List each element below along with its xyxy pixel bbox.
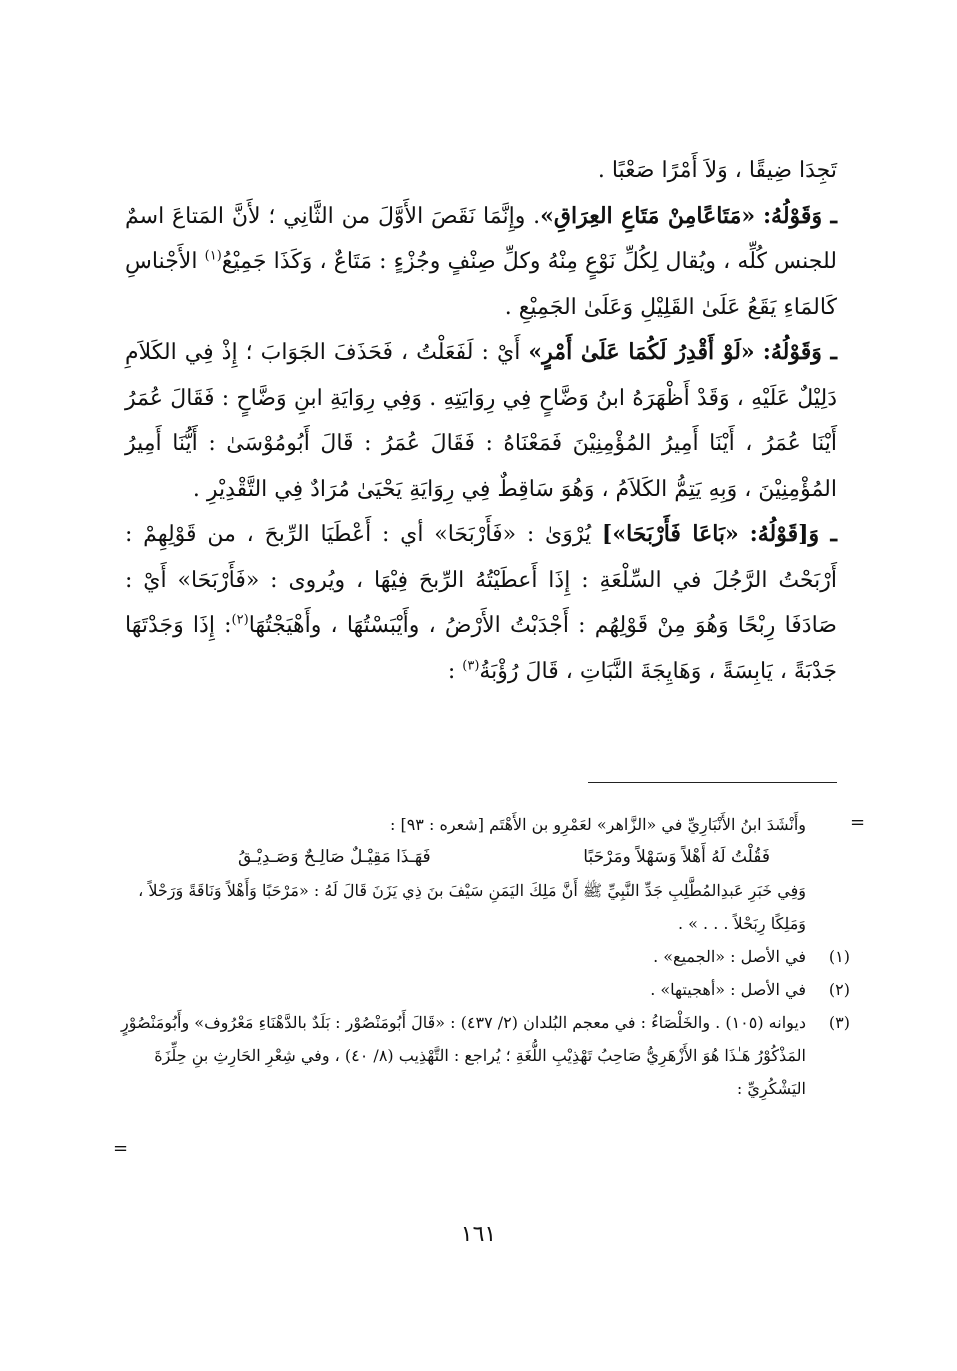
footnote-3-text: ديوانه (١٠٥) . والخَلْصَاءُ : في معجم البُلدان (٢/ ٤٣٧) : «قَالَ أَبُومَنْصُوْر : بَلَدٌ بالدَّهْنَاءِ مَعْرُوف» وأَبُومَنْصُوْرٍ المَذْكُوْرُ هَـٰذَا هُوَ الأَزْهَرِيُّ صَاحِبُ تَهْذِيْبِ اللُّغَةِ ؛ يُراجع : التَّهْذِيب (٨/ ٤٠) ، وفي شِعْرِ الحَارِثِ بنِ حِلِّزَةَ اليَشْكُرِيِّ : bbox=[121, 1013, 806, 1098]
footnote-2 bbox=[120, 973, 850, 1006]
verse-second-hemistich: فَهَـذَا مَقِيْـلٌ صَالِـحٌ وَصَـدِيْـقُ bbox=[238, 847, 431, 867]
paragraph-2 bbox=[125, 194, 837, 331]
verse-line bbox=[120, 841, 850, 874]
paragraph-4-end: : bbox=[447, 658, 456, 684]
footnote-divider bbox=[588, 782, 837, 783]
footnote-3 bbox=[120, 1006, 850, 1105]
paragraph-1 bbox=[125, 148, 837, 194]
paragraph-4-body: يُرْوَىٰ : «فَأَرْبَحَا» أي : أَعْطَيَا الرِّبحَ ، من قَوْلِهِمْ : أَرْبَحْتُ الرَّجُلَ في السِّلْعَةِ : إِذَا أَعطَيْتُهُ الرِّبحَ فِيْهَا ، ويُروى : «فَأَرْبَحَا» أَيْ : صَادَفَا رِبْحًا وَهُوَ مِنْ قَوْلِهُم : أَجْدَبْتُ الأَرْضُ ، وأَيْبَسْتُهَا ، وأَهْيَجْتُهَا bbox=[125, 522, 837, 638]
footnote-1 bbox=[120, 940, 850, 973]
footnote-continuation-line-1: وأَنْشَدَ ابنُ الأَنْبَارِيِّ في «الزَّاهر» لعَمْرِو بن الأَهْتَم [شعره : ٩٣] : bbox=[389, 815, 806, 834]
footnote-ref-2[interactable]: (٢) bbox=[231, 612, 249, 628]
verse-first-hemistich: فَقُلْتُ لَهُ أَهْلاً وَسَهْلاً ومَرْحَبًا bbox=[583, 847, 770, 867]
paragraph-3-quote: «لَوْ أَقْدِرُ لَكُمَا عَلَىٰ أَمْرٍ» bbox=[528, 339, 755, 365]
paragraph-2-end: الأَجْناسِ كَالمَاءِ يَقَعُ عَلَىٰ القَلِيْلِ وَعَلَىٰ الجَمِيْعِ . bbox=[125, 249, 837, 320]
paragraph-3 bbox=[125, 330, 837, 512]
footnote-3-number: (٣) bbox=[828, 1013, 850, 1032]
paragraph-2-body: . وإِنَّمَا نَقَصَ الأَوَّلَ من الثَّانِي ؛ لأَنَّ المَتاعَ اسمٌ للجنس كُلِّه ، ويُقال لِكُلِّ نَوْعٍ مِنْهُ وكلِّ صِنْفٍ وجُزْءٍ : مَتَاعٌ ، وَكَذَا جَمِيْعُ bbox=[125, 203, 837, 274]
main-text bbox=[125, 148, 837, 694]
footnote-ref-1[interactable]: (١) bbox=[204, 248, 222, 264]
footnote-2-number: (٢) bbox=[828, 980, 850, 999]
footnote-continuation-line-2: وَفِي خَبَرِ عَبدِالمُطَّلِبِ جَدِّ النَّبِيِّ ﷺ أَنَّ مَلِكَ اليَمَنِ سَيْفَ بنَ ذِي يَزَنَ قَالَ لَهُ : «مَرْحَبًا وَأَهْلاً وَنَاقَةً وَرَحْلاً ، وَمَلِكًا رِبَحْلاً . . . » . bbox=[138, 881, 806, 933]
paragraph-1-text: تَجِدَا ضِيقًا ، وَلاَ أَمْرًا صَعْبًا . bbox=[597, 158, 837, 183]
paragraph-3-lead: ـ وَقَوْلُهُ: bbox=[762, 339, 838, 365]
paragraph-2-lead: ـ وَقَوْلُهُ: bbox=[762, 202, 837, 229]
paragraph-4-quote: «بَاعَا فَأَرْبَحَا»] bbox=[601, 521, 739, 547]
paragraph-4 bbox=[125, 512, 837, 694]
footnote-1-number: (١) bbox=[828, 947, 850, 966]
paragraph-4-lead: ـ وَ[قَوْلُهُ: bbox=[749, 521, 837, 547]
footnotes bbox=[120, 808, 850, 1105]
paragraph-3-body: أَيْ : لَفَعَلْتُ ، فَحَذَفَ الجَوَابَ ؛ إِذْ فِي الكَلاَمِ دَلِيْلٌ عَلَيْهِ ، وَقَدْ أَظْهَرَهُ ابنُ وَضَّاحٍ فِي رِوَايَتِهِ . وَفِي رِوَايَةِ ابنِ وَضَّاحٍ : فَقَالَ عُمَرُ أَيْنَا عُمَرُ ، أَيْنَا أَمِيرُ المُؤْمِنِيْنَ فَمَعْنَاهُ : فَقَالَ عُمَرُ : قَالَ أَبُومُوْسَىٰ : أَيُّنَا أَمِيرُ المُؤْمِنِيْنَ ، وَبِهِ يَتِمُّ الكَلاَمُ ، وَهُوَ سَاقِطٌ فِي رِوَايَةِ يَحْيَىٰ مُرَادٌ فِي التَّقْدِيْرِ . bbox=[125, 340, 837, 502]
footnote-1-text: في الأصل : «الجميع» . bbox=[653, 947, 806, 966]
page-number: ١٦١ bbox=[460, 1222, 497, 1247]
paragraph-2-quote: «مَتَاعًامِنْ مَتَاعِ العِرَاقِ» bbox=[540, 202, 756, 229]
continuation-mark-top: = bbox=[850, 812, 866, 833]
continuation-mark-bottom: = bbox=[113, 1138, 129, 1159]
footnote-2-text: في الأصل : «أهجيتها» . bbox=[650, 980, 806, 999]
footnote-ref-3[interactable]: (٣) bbox=[462, 658, 480, 674]
paragraph-4-mid: : إِذَا وَجَدْتَهَا جَدْبَةً ، يَابِسَةً ، وَهَايِجَةَ النَّبَاتِ ، قَالَ رُؤْبَةُ bbox=[125, 613, 837, 684]
